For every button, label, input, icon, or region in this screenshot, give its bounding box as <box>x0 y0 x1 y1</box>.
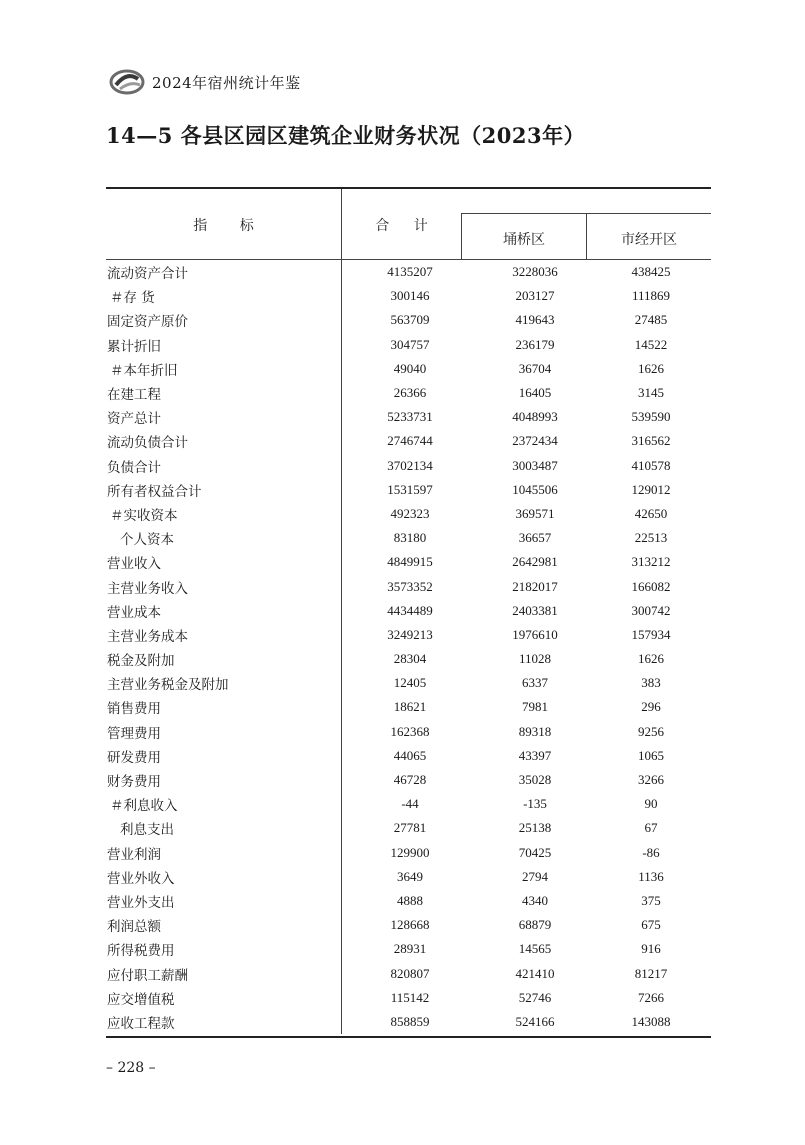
table-row <box>106 889 711 913</box>
row-label: 流动负债合计 <box>107 435 188 452</box>
row-total-value: 162368 <box>390 723 430 739</box>
row-econ-dev-zone-value: -86 <box>642 844 660 860</box>
table-row <box>106 913 711 937</box>
row-label: 所有者权益合计 <box>107 483 202 500</box>
row-total-value: 3249213 <box>387 626 433 642</box>
row-econ-dev-zone-value: 1065 <box>638 747 664 763</box>
row-label: 个人资本 <box>120 532 174 549</box>
row-total-value: 4135207 <box>387 264 433 280</box>
row-total-value: 129900 <box>390 844 430 860</box>
row-econ-dev-zone-value: 300742 <box>631 602 671 618</box>
row-econ-dev-zone-value: 539590 <box>631 409 671 425</box>
row-econ-dev-zone-value: 22513 <box>634 530 668 546</box>
row-yongqiao-value: 11028 <box>518 651 552 667</box>
row-yongqiao-value: 1976610 <box>512 626 558 642</box>
row-econ-dev-zone-value: 7266 <box>638 989 664 1005</box>
row-label: 营业成本 <box>107 604 161 621</box>
row-yongqiao-value: 89318 <box>518 723 552 739</box>
row-label: 利润总额 <box>107 919 161 936</box>
table-row <box>106 961 711 985</box>
row-label: 财务费用 <box>107 774 161 791</box>
row-total-value: 12405 <box>393 675 427 691</box>
row-yongqiao-value: 4340 <box>522 892 548 908</box>
table-row <box>106 454 711 478</box>
row-total-value: 28931 <box>393 941 427 957</box>
table-row <box>106 937 711 961</box>
row-label: 管理费用 <box>107 725 161 742</box>
table-row <box>106 1010 711 1034</box>
row-econ-dev-zone-value: 14522 <box>634 336 668 352</box>
header-econ-dev-zone: 市经开区 <box>621 232 677 248</box>
row-label: 主营业务收入 <box>107 580 188 597</box>
row-yongqiao-value: -135 <box>523 796 547 812</box>
row-total-value: 3702134 <box>387 457 433 473</box>
row-total-value: 4434489 <box>387 602 433 618</box>
table-row <box>106 526 711 550</box>
row-total-value: 4888 <box>397 892 423 908</box>
row-econ-dev-zone-value: 166082 <box>631 578 671 594</box>
row-total-value: -44 <box>401 796 419 812</box>
table-row <box>106 865 711 889</box>
row-label: 税金及附加 <box>107 653 175 670</box>
row-total-value: 4849915 <box>387 554 433 570</box>
row-econ-dev-zone-value: 1626 <box>638 360 664 376</box>
yearbook-logo-icon <box>108 67 146 97</box>
row-label: 销售费用 <box>107 701 161 718</box>
row-total-value: 1531597 <box>387 481 433 497</box>
row-econ-dev-zone-value: 410578 <box>631 457 671 473</box>
row-label: 负债合计 <box>107 459 161 476</box>
table-row <box>106 429 711 453</box>
table-body <box>106 260 711 1034</box>
row-label: 应付职工薪酬 <box>107 967 188 984</box>
row-econ-dev-zone-value: 81217 <box>634 965 668 981</box>
table-row <box>106 308 711 332</box>
row-econ-dev-zone-value: 916 <box>641 941 661 957</box>
row-econ-dev-zone-value: 111869 <box>631 288 671 304</box>
row-total-value: 858859 <box>390 1013 430 1029</box>
row-total-value: 18621 <box>393 699 427 715</box>
table-row <box>106 841 711 865</box>
row-yongqiao-value: 421410 <box>515 965 555 981</box>
row-yongqiao-value: 36657 <box>518 530 552 546</box>
finance-table <box>106 187 711 1038</box>
row-yongqiao-value: 36704 <box>518 360 552 376</box>
row-yongqiao-value: 2182017 <box>512 578 558 594</box>
row-total-value: 2746744 <box>387 433 433 449</box>
row-total-value: 128668 <box>390 917 430 933</box>
row-yongqiao-value: 3228036 <box>512 264 558 280</box>
row-label: 研发费用 <box>107 749 161 766</box>
row-label: 利息支出 <box>120 822 174 839</box>
table-row <box>106 574 711 598</box>
row-econ-dev-zone-value: 438425 <box>631 264 671 280</box>
table-row <box>106 284 711 308</box>
row-yongqiao-value: 70425 <box>518 844 552 860</box>
row-yongqiao-value: 4048993 <box>512 409 558 425</box>
row-econ-dev-zone-value: 9256 <box>638 723 664 739</box>
book-title: 2024年宿州统计年鉴 <box>152 73 301 92</box>
table-row <box>106 381 711 405</box>
row-econ-dev-zone-value: 157934 <box>631 626 671 642</box>
row-total-value: 5233731 <box>387 409 433 425</box>
table-row <box>106 502 711 526</box>
row-yongqiao-value: 3003487 <box>512 457 558 473</box>
row-total-value: 46728 <box>393 772 427 788</box>
row-yongqiao-value: 52746 <box>518 989 552 1005</box>
row-label: 营业外支出 <box>107 894 175 911</box>
row-econ-dev-zone-value: 42650 <box>634 505 668 521</box>
row-yongqiao-value: 2372434 <box>512 433 558 449</box>
table-row <box>106 720 711 744</box>
table-row <box>106 647 711 671</box>
row-econ-dev-zone-value: 3266 <box>638 772 664 788</box>
row-yongqiao-value: 35028 <box>518 772 552 788</box>
table-row <box>106 260 711 284</box>
row-total-value: 563709 <box>390 312 430 328</box>
table-row <box>106 550 711 574</box>
row-yongqiao-value: 7981 <box>522 699 548 715</box>
row-label: ＃本年折旧 <box>110 362 178 379</box>
row-label: 主营业务税金及附加 <box>107 677 229 694</box>
row-total-value: 304757 <box>390 336 430 352</box>
row-total-value: 49040 <box>393 360 427 376</box>
table-bottom-rule <box>106 1036 711 1038</box>
row-yongqiao-value: 25138 <box>518 820 552 836</box>
row-total-value: 3649 <box>397 868 423 884</box>
row-label: ＃利息收入 <box>110 798 178 815</box>
row-label: 营业收入 <box>107 556 161 573</box>
row-label: ＃存 货 <box>110 290 155 307</box>
row-econ-dev-zone-value: 67 <box>644 820 658 836</box>
row-yongqiao-value: 6337 <box>522 675 548 691</box>
row-econ-dev-zone-value: 90 <box>644 796 658 812</box>
table-row <box>106 768 711 792</box>
row-label: 在建工程 <box>107 387 161 404</box>
table-row <box>106 405 711 429</box>
table-row <box>106 599 711 623</box>
row-yongqiao-value: 524166 <box>515 1013 555 1029</box>
row-label: 主营业务成本 <box>107 628 188 645</box>
row-econ-dev-zone-value: 313212 <box>631 554 671 570</box>
header-indicator: 指 标 <box>193 218 268 234</box>
row-label: 营业利润 <box>107 846 161 863</box>
header-total: 合 计 <box>375 218 438 234</box>
table-header <box>106 189 711 260</box>
row-econ-dev-zone-value: 316562 <box>631 433 671 449</box>
row-total-value: 83180 <box>393 530 427 546</box>
row-label: 应收工程款 <box>107 1015 175 1032</box>
page-header <box>108 64 301 100</box>
table-row <box>106 744 711 768</box>
row-label: 资产总计 <box>107 411 161 428</box>
row-econ-dev-zone-value: 675 <box>641 917 661 933</box>
row-yongqiao-value: 369571 <box>515 505 555 521</box>
row-econ-dev-zone-value: 27485 <box>634 312 668 328</box>
row-yongqiao-value: 68879 <box>518 917 552 933</box>
table-row <box>106 792 711 816</box>
row-econ-dev-zone-value: 383 <box>641 675 661 691</box>
row-yongqiao-value: 236179 <box>515 336 555 352</box>
row-yongqiao-value: 2642981 <box>512 554 558 570</box>
row-econ-dev-zone-value: 1626 <box>638 651 664 667</box>
page-title: 14—5 各县区园区建筑企业财务状况（2023年） <box>106 123 586 148</box>
row-econ-dev-zone-value: 296 <box>641 699 661 715</box>
table-row <box>106 986 711 1010</box>
row-total-value: 300146 <box>390 288 430 304</box>
row-total-value: 492323 <box>390 505 430 521</box>
table-row <box>106 357 711 381</box>
row-yongqiao-value: 14565 <box>518 941 552 957</box>
row-label: 累计折旧 <box>107 338 161 355</box>
table-row <box>106 671 711 695</box>
header-yongqiao: 埇桥区 <box>503 232 545 248</box>
row-total-value: 115142 <box>390 989 430 1005</box>
row-label: 固定资产原价 <box>107 314 188 331</box>
table-row <box>106 816 711 840</box>
row-yongqiao-value: 16405 <box>518 385 552 401</box>
row-total-value: 26366 <box>393 385 427 401</box>
row-label: 流动资产合计 <box>107 266 188 283</box>
row-total-value: 3573352 <box>387 578 433 594</box>
row-total-value: 44065 <box>393 747 427 763</box>
row-label: 所得税费用 <box>107 943 175 960</box>
row-econ-dev-zone-value: 375 <box>641 892 661 908</box>
row-label: ＃实收资本 <box>110 507 178 524</box>
row-econ-dev-zone-value: 143088 <box>631 1013 671 1029</box>
row-yongqiao-value: 419643 <box>515 312 555 328</box>
row-total-value: 28304 <box>393 651 427 667</box>
row-econ-dev-zone-value: 1136 <box>638 868 664 884</box>
row-yongqiao-value: 2794 <box>522 868 548 884</box>
row-yongqiao-value: 2403381 <box>512 602 558 618</box>
row-yongqiao-value: 43397 <box>518 747 552 763</box>
table-row <box>106 333 711 357</box>
page-number: – 228 – <box>106 1060 156 1076</box>
row-econ-dev-zone-value: 129012 <box>631 481 671 497</box>
row-total-value: 820807 <box>390 965 430 981</box>
row-label: 应交增值税 <box>107 991 175 1008</box>
row-label: 营业外收入 <box>107 870 175 887</box>
row-econ-dev-zone-value: 3145 <box>638 385 664 401</box>
table-row <box>106 478 711 502</box>
table-row <box>106 695 711 719</box>
table-row <box>106 623 711 647</box>
row-yongqiao-value: 1045506 <box>512 481 558 497</box>
row-total-value: 27781 <box>393 820 427 836</box>
row-yongqiao-value: 203127 <box>515 288 555 304</box>
